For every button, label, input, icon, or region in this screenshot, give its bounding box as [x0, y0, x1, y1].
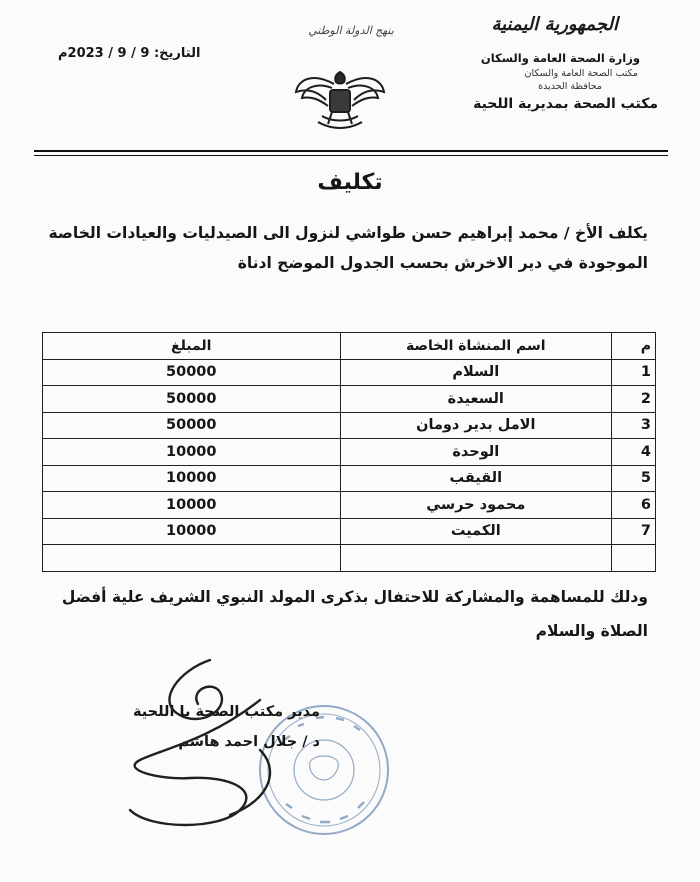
table-row	[43, 386, 656, 413]
facility-name: محمود حرسي	[340, 492, 612, 519]
assignment-line-1: يكلف الأخ / محمد إبراهيم حسن طواشي لنزول الى الصيدليات والعيادات الخاصة	[48, 224, 648, 242]
republic-name: الجمهورية اليمنية	[491, 14, 618, 35]
table-row	[43, 545, 656, 572]
handwritten-signature-icon	[60, 640, 320, 840]
closing-line-2: الصلاة والسلام	[535, 622, 648, 640]
document-date	[58, 46, 218, 61]
row-number: 1	[612, 359, 656, 386]
facility-name: الكميت	[340, 518, 612, 545]
facility-name: السلام	[340, 359, 612, 386]
facility-amount: 10000	[43, 492, 341, 519]
row-number	[612, 545, 656, 572]
closing-text	[38, 580, 648, 648]
row-number: 6	[612, 492, 656, 519]
signatory-name: د / جلال احمد هاشم	[178, 734, 320, 750]
date-value: 9 / 9 / 2023م	[58, 46, 150, 61]
header-number: م	[612, 333, 656, 360]
facility-amount: 10000	[43, 439, 341, 466]
facility-name: القيقب	[340, 465, 612, 492]
facility-amount: 50000	[43, 412, 341, 439]
assignment-text	[48, 218, 648, 278]
document-title: تكليف	[317, 170, 383, 195]
signatory-title: مدير مكتب الصحة با اللحية	[132, 704, 320, 720]
row-number: 2	[612, 386, 656, 413]
facility-name: الامل بدير دومان	[340, 412, 612, 439]
facility-amount: 10000	[43, 518, 341, 545]
facility-name: السعيدة	[340, 386, 612, 413]
date-label: التاريخ:	[153, 46, 201, 61]
table-header-row	[43, 333, 656, 360]
row-number: 7	[612, 518, 656, 545]
header-rule-thick	[34, 150, 668, 152]
row-number: 3	[612, 412, 656, 439]
facility-amount: 10000	[43, 465, 341, 492]
facility-amount: 50000	[43, 359, 341, 386]
facility-name	[340, 545, 612, 572]
header-rule-thin	[34, 155, 668, 156]
closing-line-1: ودلك للمساهمة والمشاركة للاحتفال بذكرى المولد النبوي الشريف علية أفضل	[61, 588, 648, 606]
row-number: 5	[612, 465, 656, 492]
facilities-table	[42, 332, 656, 572]
facility-amount: 50000	[43, 386, 341, 413]
table-row	[43, 439, 656, 466]
header-facility-name: اسم المنشاة الخاصة	[340, 333, 612, 360]
table-row	[43, 412, 656, 439]
table-row	[43, 492, 656, 519]
row-number: 4	[612, 439, 656, 466]
yemen-eagle-emblem-icon	[292, 62, 388, 134]
table-row	[43, 518, 656, 545]
facility-name: الوحدة	[340, 439, 612, 466]
health-office-name: مكتب الصحة العامة والسكان	[524, 68, 638, 79]
district-office-name: مكتب الصحة بمديرية اللحية	[473, 96, 658, 112]
table-row	[43, 465, 656, 492]
header-motto: بنهج الدولة الوطني	[308, 24, 394, 37]
governorate-name: محافظة الحديدة	[538, 81, 602, 92]
header-amount: المبلغ	[43, 333, 341, 360]
assignment-line-2: الموجودة في دير الاخرش بحسب الجدول الموضح ادناة	[237, 254, 648, 272]
ministry-name: وزارة الصحة العامة والسكان	[480, 51, 640, 65]
letterhead-right	[428, 14, 658, 112]
facility-amount	[43, 545, 341, 572]
table-row	[43, 359, 656, 386]
